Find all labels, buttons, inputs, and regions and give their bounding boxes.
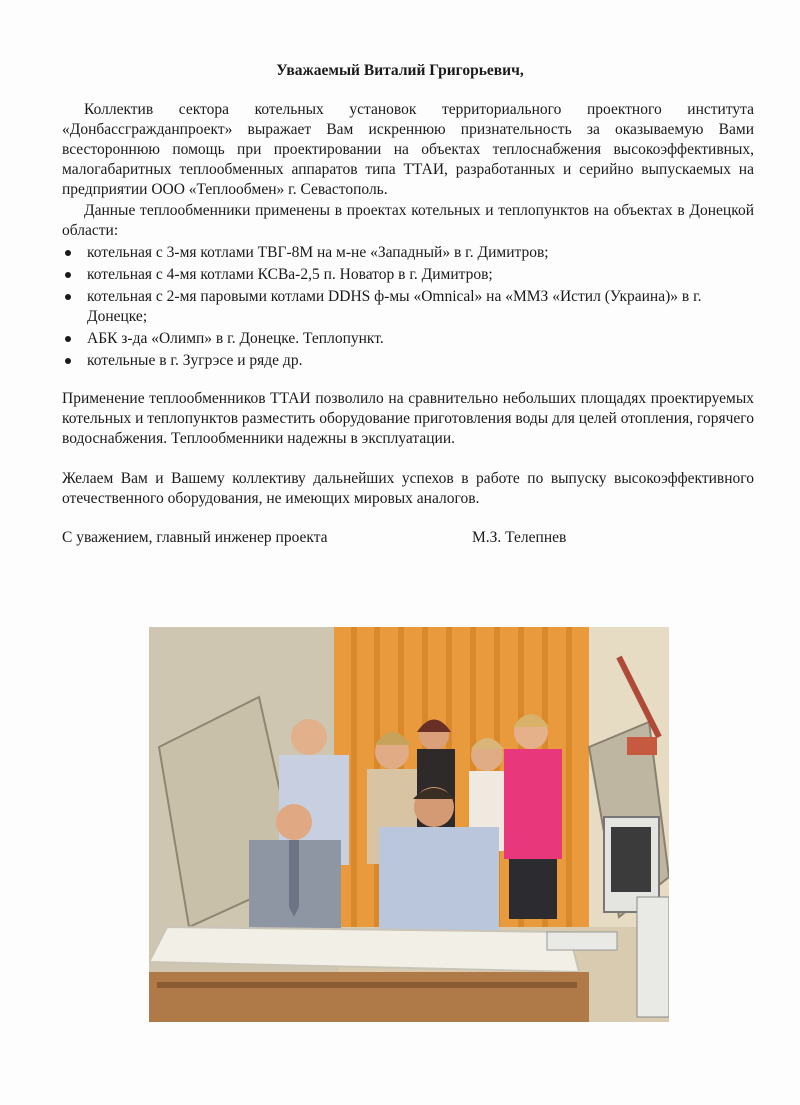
paragraph-wishes: Желаем Вам и Вашему коллективу дальнейших успехов в работе по выпуску высокоэффективного отечественного оборудования, не имеющих мировых аналогов.: [62, 470, 754, 507]
projects-list: [62, 243, 762, 373]
list-item: котельная с 3-мя котлами ТВГ-8М на м-не «Западный» в г. Димитров;: [62, 243, 762, 263]
list-item: котельная с 4-мя котлами КСВа-2,5 п. Новатор в г. Димитров;: [62, 265, 762, 285]
paragraph-application: Применение теплообменников ТТАИ позволило на сравнительно небольших площадях проектируемых котельных и теплопунктов разместить оборудование приготовления воды для целей отопления, горячего водоснабжения. Теплообменники надежны в эксплуатации.: [62, 390, 754, 447]
team-photo-illustration: [149, 627, 669, 1022]
letter-greeting: Уважаемый Виталий Григорьевич,: [276, 62, 524, 79]
team-photo: [149, 627, 669, 1022]
list-item: котельные в г. Зугрэсе и ряде др.: [62, 351, 762, 371]
list-item: АБК з-да «Олимп» в г. Донецке. Теплопункт.: [62, 329, 762, 349]
paragraph-gratitude: Коллектив сектора котельных установок территориального проектного института «Донбассгражданпроект» выражает Вам искреннюю признательность за оказываемую Вами всестороннюю помощь при проектировании на объектах теплоснабжения высокоэффективных, малогабаритных теплообменных аппаратов типа ТТАИ, разработанных и серийно выпускаемых на предприятии ООО «Теплообмен» г. Севастополь.: [62, 101, 754, 198]
list-item: котельная с 2-мя паровыми котлами DDHS ф-мы «Omnical» на «ММЗ «Истил (Украина)» в г. Донецке;: [62, 287, 762, 327]
signature-role: С уважением, главный инженер проекта: [62, 529, 328, 546]
signature-name: М.З. Телепнев: [472, 529, 567, 546]
paragraph-projects-intro: Данные теплообменники применены в проектах котельных и теплопунктов на объектах в Донецкой области:: [62, 202, 754, 239]
